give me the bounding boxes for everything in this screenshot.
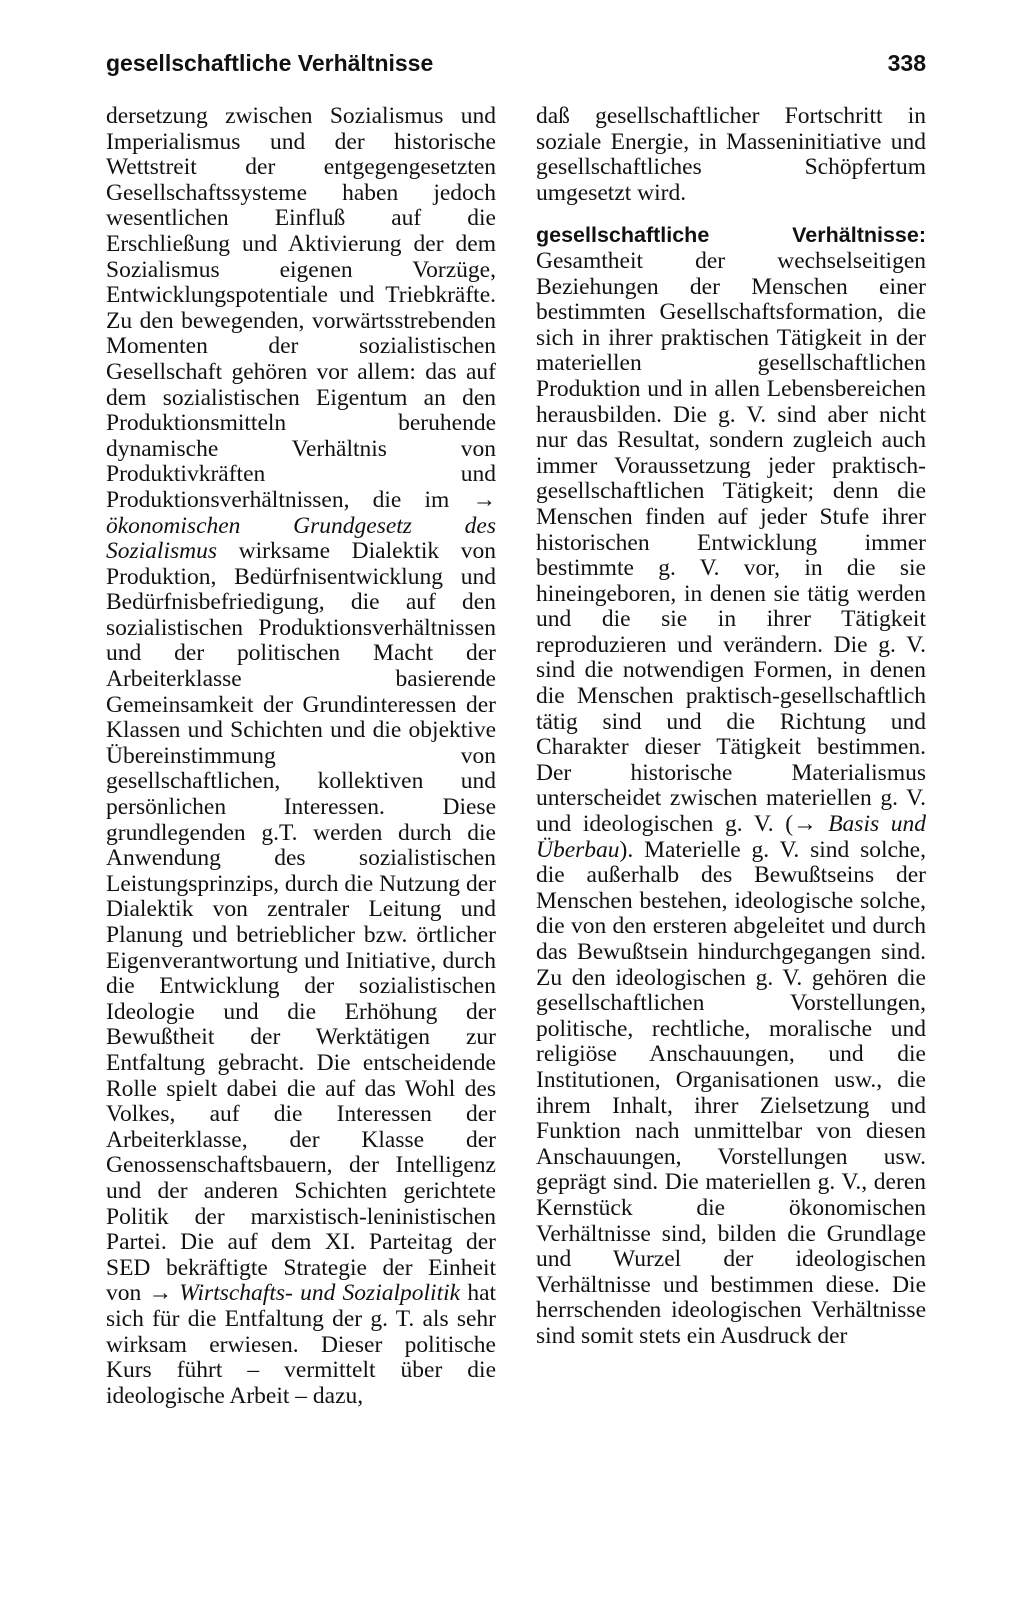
entry-term: gesellschaftliche Verhältnisse: <box>536 223 926 248</box>
page-number: 338 <box>887 50 926 76</box>
text-columns <box>106 104 926 1514</box>
cross-reference: Basis und Überbau <box>536 811 926 863</box>
running-title: gesellschaftliche Verhältnisse <box>106 50 434 76</box>
right-column <box>536 104 926 1350</box>
cross-reference-arrow: → <box>148 1280 172 1307</box>
text-run: daß gesellschaftlicher Fortschritt in soziale Energie, in Masseninitiative und gesellschaftliches Schöpfertum umgesetzt wird. <box>536 103 926 206</box>
left-column <box>106 104 496 1409</box>
text-run: wirksame Dialektik von Produktion, Bedürfnisentwicklung und Bedürfnisbefriedigung, die auf den sozialistischen Produktionsverhältnissen und der politischen Macht der Arbeiterklasse basierende Gemeinsamkeit der Grundinteressen der Klassen und Schichten und die objektive Übereinstimmung von gesellschaftlichen, kollektiven und persönlichen Interessen. Diese grundlegenden g.T. werden durch die Anwendung des sozialistischen Leistungsprinzips, durch die Nutzung der Dialektik von zentraler Leitung und Planung und betrieblicher bzw. örtlicher Eigenverantwortung und Initiative, durch die Entwicklung der sozialistischen Ideologie und die Erhöhung der Bewußtheit der Werktätigen zur Entfaltung gebracht. Die entscheidende Rolle spielt dabei die auf das Wohl des Volkes, auf die Interessen der Arbeiterklasse, der Klasse der Genossenschaftsbauern, der Intelligenz und der anderen Schichten gerichtete Politik der marxistisch-leninistischen Partei. Die auf dem XI. Parteitag der SED bekräftigte Strategie der Einheit von <box>106 538 497 1307</box>
cross-reference: ökonomischen Grundgesetz des Sozialismus <box>106 512 496 565</box>
paragraph <box>106 104 496 1409</box>
text-run: dersetzung zwischen Sozialismus und Imperialismus und der historische Wettstreit der entgegengesetzten Gesellschaftssysteme haben jedoch wesentlichen Einfluß auf die Erschließung und Aktivierung der dem Sozialismus eigenen Vorzüge, Entwicklungspotentiale und Triebkräfte. Zu den bewegenden, vorwärtsstrebenden Momenten der sozialistischen Gesellschaft gehören vor allem: das auf dem sozialistischen Eigentum an den Produktionsmitteln beruhende dynamische Verhältnis von Produktivkräften und Produktionsverhältnissen, die im <box>106 103 496 513</box>
dictionary-entry <box>536 223 926 1349</box>
text-run: ). Materielle g. V. sind solche, die außerhalb des Bewußtseins der Menschen bestehen, ideologische solche, die von den ersteren abgeleitet und durch das Bewußtsein hindurchgegangen sind. Zu den ideologischen g. V. gehören die gesellschaftlichen Vorstellungen, politische, rechtliche, moralische und religiöse Anschauungen, und die Institutionen, Organisationen usw., die ihrem Inhalt, ihrer Zielsetzung und Funktion nach unmittelbar von diesen Anschauungen, Vorstellungen usw. geprägt sind. Die materiellen g. V., deren Kernstück die ökonomischen Verhältnisse sind, bilden die Grundlage und Wurzel der ideologischen Verhältnisse und bestimmen diese. Die herrschenden ideologischen Verhältnisse sind somit stets ein Ausdruck der <box>536 836 926 1349</box>
text-run: Gesamtheit der wechselseitigen Beziehungen der Menschen einer bestimmten Gesellschaftsformation, die sich in ihrer praktischen Tätigkeit in der materiellen gesellschaftlichen Produktion und in allen Lebensbereichen herausbilden. Die g. V. sind aber nicht nur das Resultat, sondern zugleich auch immer Voraussetzung jeder praktisch-gesellschaftlichen Tätigkeit; denn die Menschen finden auf jeder Stufe ihrer historischen Entwicklung immer bestimmte g. V. vor, in die sie hineingeboren, in denen sie tätig werden und die sie in ihrer Tätigkeit reproduzieren und verändern. Die g. V. sind die notwendigen Formen, in denen die Menschen praktisch-gesellschaftlich tätig sind und die Richtung und Charakter dieser Tätigkeit bestimmen. Der historische Materialismus unterscheidet zwischen materiellen g. V. und ideologischen g. V. ( <box>536 247 926 838</box>
paragraph <box>536 104 926 206</box>
cross-reference-arrow: → <box>472 486 496 513</box>
cross-reference: Wirtschafts- und Sozialpolitik <box>179 1280 461 1307</box>
cross-reference-arrow: → <box>793 811 817 838</box>
text-run: hat sich für die Entfaltung der g. T. als sehr wirksam erwiesen. Dieser politische Kurs führt – vermittelt über die ideologische Arbeit – dazu, <box>106 1280 497 1409</box>
running-head <box>106 50 926 84</box>
